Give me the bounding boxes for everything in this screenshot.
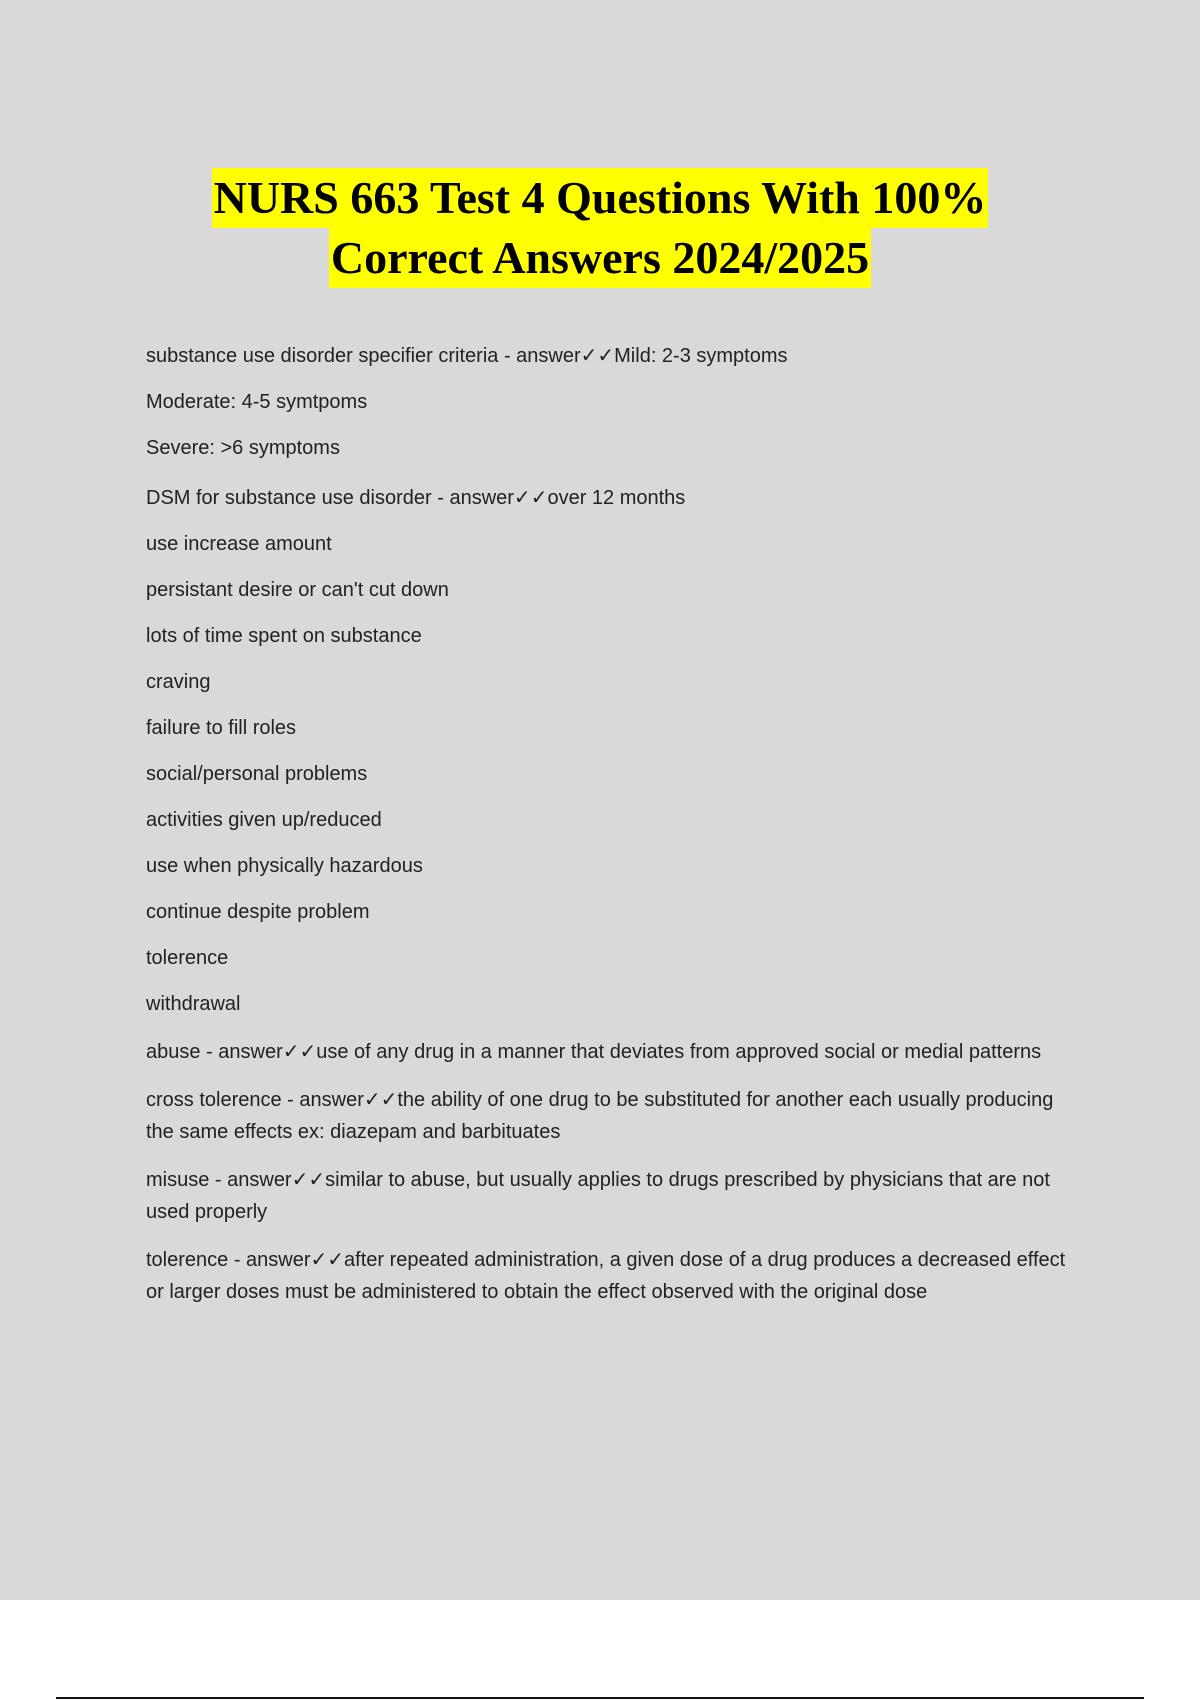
paragraph: substance use disorder specifier criteria - answer✓✓Mild: 2-3 symptoms [146, 345, 788, 367]
paragraph: persistant desire or can't cut down [146, 579, 449, 601]
title-line-2: Correct Answers 2024/2025 [329, 228, 871, 288]
title-line-1: NURS 663 Test 4 Questions With 100% [212, 168, 989, 228]
paragraph: abuse - answer✓✓use of any drug in a manner that deviates from approved social or medial patterns [146, 1041, 1042, 1063]
paragraph: DSM for substance use disorder - answer✓✓over 12 months [146, 487, 686, 509]
paragraph: activities given up/reduced [146, 809, 382, 831]
paragraph: misuse - answer✓✓similar to abuse, but usually applies to drugs prescribed by physicians that are not used properly [146, 1169, 1050, 1223]
paragraph: tolerence [146, 947, 229, 969]
paragraph: failure to fill roles [146, 717, 297, 739]
document-body [146, 340, 1086, 1308]
footer-divider [56, 1697, 1144, 1699]
document-title [0, 168, 1200, 288]
paragraph: withdrawal [146, 993, 241, 1015]
paragraph: cross tolerence - answer✓✓the ability of one drug to be substituted for another each usually producing the same effects ex: diazepam and barbituates [146, 1089, 1054, 1143]
paragraph: Severe: >6 symptoms [146, 437, 340, 459]
paragraph: Moderate: 4-5 symtpoms [146, 391, 368, 413]
paragraph: craving [146, 671, 211, 693]
paragraph: use increase amount [146, 533, 332, 555]
paragraph: use when physically hazardous [146, 855, 423, 877]
paragraph: lots of time spent on substance [146, 625, 422, 647]
paragraph: tolerence - answer✓✓after repeated administration, a given dose of a drug produces a decreased effect or larger doses must be administered to obtain the effect observed with the original dose [146, 1249, 1066, 1303]
paragraph: continue despite problem [146, 901, 370, 923]
paragraph: social/personal problems [146, 763, 368, 785]
